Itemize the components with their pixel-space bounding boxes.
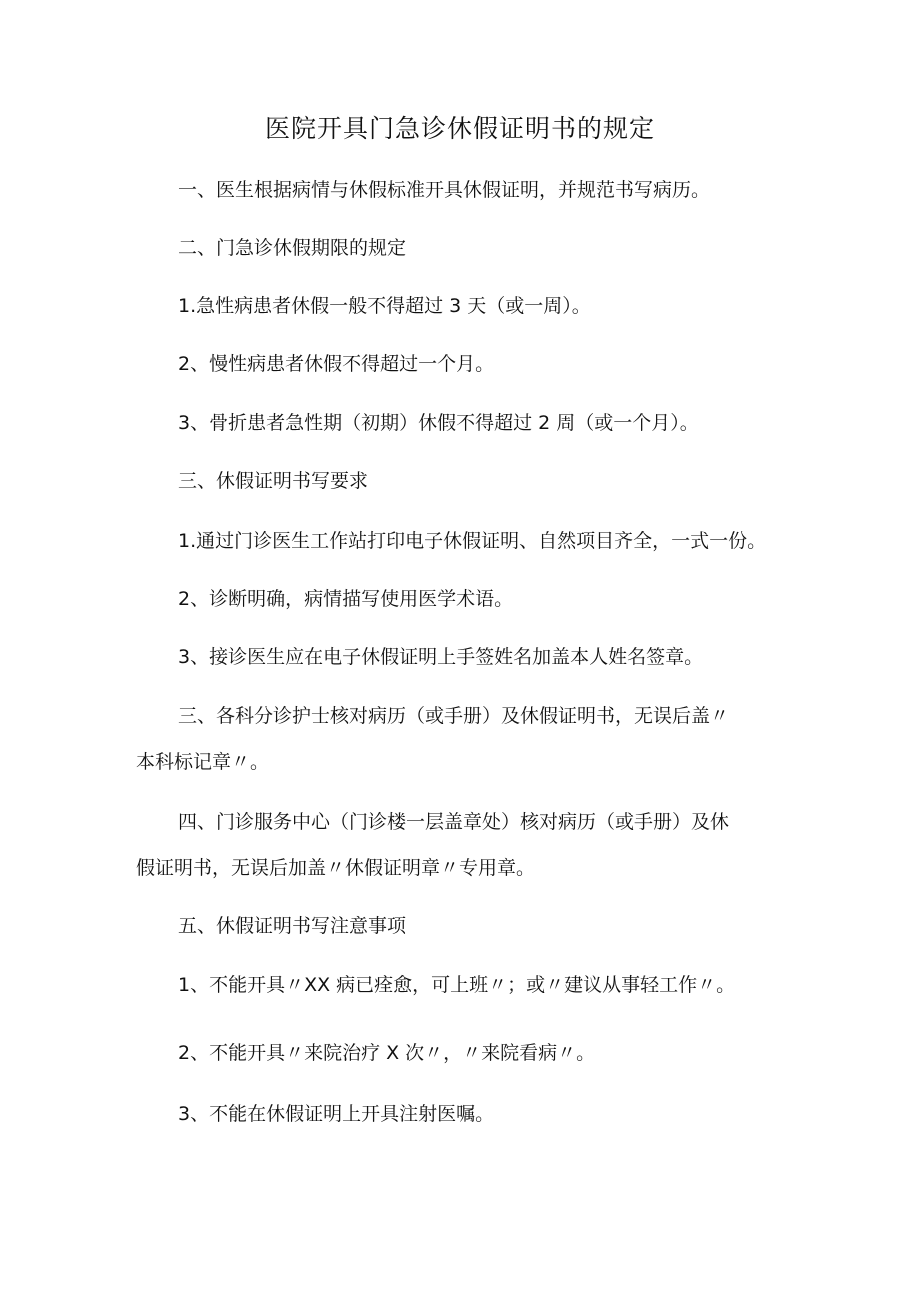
section-5-item-2: 2、不能开具〃来院治疗 X 次〃，〃来院看病〃。: [178, 1042, 596, 1064]
section-5-heading: 五、休假证明书写注意事项: [178, 915, 407, 937]
section-3-item-3: 3、接诊医生应在电子休假证明上手签姓名加盖本人姓名签章。: [178, 646, 704, 668]
document-title: 医院开具门急诊休假证明书的规定: [264, 114, 655, 143]
section-5-item-1: 1、不能开具〃XX 病已痊愈，可上班〃；或〃建议从事轻工作〃。: [178, 974, 736, 996]
service-center-paragraph-line-1: 四、门诊服务中心（门诊楼一层盖章处）核对病历（或手册）及休: [178, 811, 730, 833]
section-2-item-1: 1.急性病患者休假一般不得超过 3 天（或一周）。: [178, 295, 591, 317]
section-2-item-3: 3、骨折患者急性期（初期）休假不得超过 2 周（或一个月）。: [178, 412, 699, 434]
nurse-check-paragraph-line-2: 本科标记章〃。: [136, 751, 270, 773]
section-1-heading: 一、医生根据病情与休假标准开具休假证明，并规范书写病历。: [178, 179, 711, 201]
section-2-heading: 二、门急诊休假期限的规定: [178, 237, 407, 259]
service-center-paragraph-line-2: 假证明书，无误后加盖〃休假证明章〃专用章。: [136, 857, 536, 879]
section-3-heading: 三、休假证明书写要求: [178, 470, 369, 492]
section-3-item-1: 1.通过门诊医生工作站打印电子休假证明、自然项目齐全，一式一份。: [178, 530, 767, 552]
section-3-item-2: 2、诊断明确，病情描写使用医学术语。: [178, 588, 514, 610]
nurse-check-paragraph-line-1: 三、各科分诊护士核对病历（或手册）及休假证明书，无误后盖〃: [178, 705, 730, 727]
section-5-item-3: 3、不能在休假证明上开具注射医嘱。: [178, 1103, 495, 1125]
section-2-item-2: 2、慢性病患者休假不得超过一个月。: [178, 353, 495, 375]
